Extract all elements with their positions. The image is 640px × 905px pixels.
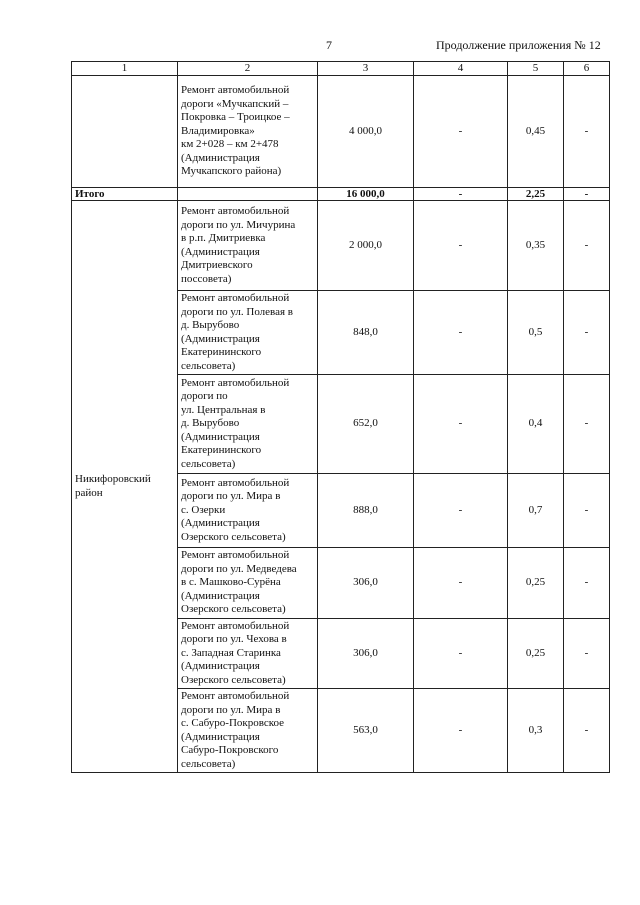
object-description: Ремонт автомобильной дороги по ул. Мира в с. Сабуро-Покровское (Администрация Сабуро-Покровского сельсовета) xyxy=(181,690,290,770)
length-cell: 0,4 xyxy=(508,375,564,474)
column-6-cell: - xyxy=(564,618,610,689)
object-description-cell xyxy=(178,474,318,548)
length-cell: 0,3 xyxy=(508,689,564,773)
column-4-cell: - xyxy=(414,689,508,773)
column-4-cell: - xyxy=(414,548,508,619)
amount-cell: 652,0 xyxy=(318,375,414,474)
district-cell xyxy=(72,76,178,188)
object-description-cell xyxy=(178,291,318,375)
table-row xyxy=(72,76,610,188)
object-description: Ремонт автомобильной дороги по ул. Медведева в с. Машково-Сурёна (Администрация Озерского сельсовета) xyxy=(181,549,297,615)
amount-cell: 306,0 xyxy=(318,618,414,689)
page-number: 7 xyxy=(326,38,332,52)
column-number: 2 xyxy=(178,62,318,76)
length-cell: 0,25 xyxy=(508,618,564,689)
column-number: 1 xyxy=(72,62,178,76)
column-6-cell: - xyxy=(564,375,610,474)
amount-cell: 888,0 xyxy=(318,474,414,548)
column-4-cell: - xyxy=(414,201,508,291)
object-description-cell xyxy=(178,689,318,773)
object-description: Ремонт автомобильной дороги по ул. Центральная в д. Вырубово (Администрация Екатерининского сельсовета) xyxy=(181,376,290,470)
total-length: 2,25 xyxy=(508,188,564,201)
object-description: Ремонт автомобильной дороги по ул. Чехова в с. Западная Старинка (Администрация Озерского сельсовета) xyxy=(181,619,290,686)
length-cell: 0,5 xyxy=(508,291,564,375)
column-6-cell: - xyxy=(564,76,610,188)
column-6-cell: - xyxy=(564,291,610,375)
appendix-continuation-note: Продолжение приложения № 12 xyxy=(436,38,601,52)
total-row xyxy=(72,188,610,201)
column-4-cell: - xyxy=(414,474,508,548)
column-4-cell: - xyxy=(414,291,508,375)
road-repair-table xyxy=(71,61,610,773)
length-cell: 0,7 xyxy=(508,474,564,548)
object-description: Ремонт автомобильной дороги по ул. Полевая в д. Вырубово (Администрация Екатерининского сельсовета) xyxy=(181,292,293,372)
length-cell: 0,35 xyxy=(508,201,564,291)
amount-cell: 563,0 xyxy=(318,689,414,773)
column-6-cell: - xyxy=(564,689,610,773)
column-number-row xyxy=(72,62,610,76)
column-4-cell: - xyxy=(414,375,508,474)
length-cell: 0,45 xyxy=(508,76,564,188)
column-number: 6 xyxy=(564,62,610,76)
amount-cell: 2 000,0 xyxy=(318,201,414,291)
column-4-cell: - xyxy=(414,618,508,689)
column-number: 3 xyxy=(318,62,414,76)
column-6-cell: - xyxy=(564,548,610,619)
amount-cell: 848,0 xyxy=(318,291,414,375)
object-description-cell xyxy=(178,548,318,619)
column-number: 5 xyxy=(508,62,564,76)
total-column-6: - xyxy=(564,188,610,201)
total-amount: 16 000,0 xyxy=(318,188,414,201)
district-name: Никифоровский район xyxy=(75,473,151,499)
length-cell: 0,25 xyxy=(508,548,564,619)
object-description-cell xyxy=(178,618,318,689)
amount-cell: 306,0 xyxy=(318,548,414,619)
object-description-cell xyxy=(178,375,318,474)
district-cell xyxy=(72,201,178,773)
column-6-cell: - xyxy=(564,201,610,291)
object-description: Ремонт автомобильной дороги по ул. Мира в с. Озерки (Администрация Озерского сельсовета) xyxy=(181,476,290,543)
total-column-4: - xyxy=(414,188,508,201)
amount-cell: 4 000,0 xyxy=(318,76,414,188)
object-description-cell xyxy=(178,201,318,291)
total-label: Итого xyxy=(72,188,178,201)
column-number: 4 xyxy=(414,62,508,76)
column-4-cell: - xyxy=(414,76,508,188)
object-description: Ремонт автомобильной дороги «Мучкапский – Покровка – Троицкое – Владимировка» км 2+028 – км 2+478 (Администрация Мучкапского района) xyxy=(181,84,290,178)
total-empty-cell xyxy=(178,188,318,201)
table-row xyxy=(72,201,610,291)
object-description: Ремонт автомобильной дороги по ул. Мичурина в р.п. Дмитриевка (Администрация Дмитриевского поссовета) xyxy=(181,205,296,285)
column-6-cell: - xyxy=(564,474,610,548)
object-description-cell xyxy=(178,76,318,188)
